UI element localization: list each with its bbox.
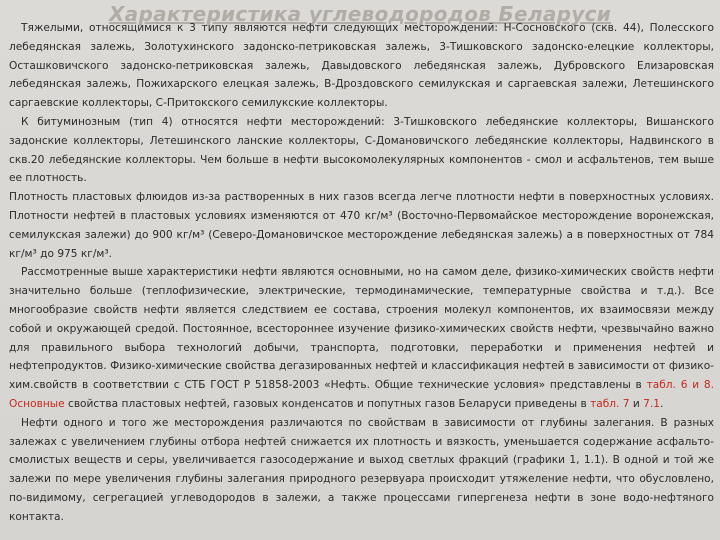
properties-text-c: свойства пластовых нефтей, газовых конденсатов и попутных газов Беларуси приведены в	[64, 397, 591, 410]
paragraph-density: Плотность пластовых флюидов из-за растворенных в них газов всегда легче плотности нефти в поверхностных условиях. Плотности нефтей в пластовых условиях изменяются от 470 кг/м³ (Восточно-Первомайское месторождение воронежская, семилукская залежи) до 900 кг/м³ (Северо-Домановичское месторождение лебедянская залежь) а в поверхностных от 784 кг/м³ до 975 кг/м³.	[9, 191, 714, 260]
slide-title: Характеристика углеводородов Беларуси	[108, 2, 612, 26]
link-table-7-1[interactable]: 7.1	[643, 397, 661, 410]
properties-text-d: и	[629, 397, 644, 410]
link-table-7[interactable]: табл. 7	[590, 397, 630, 410]
properties-text-e: .	[660, 397, 664, 410]
paragraph-depth: Нефти одного и того же месторождения различаются по свойствам в зависимости от глубины залегания. В разных залежах с увеличением глубины отбора нефтей снижается их плотность и вязкость, уменьшается содержание асфальто-смолистых веществ и серы, увеличивается газосодержание и выход светлых фракций (графики 1, 1.1). В одной и той же залежи по мере увеличения глубины залегания природного резервуара происходит утяжеление нефти, что обусловлено, по-видимому, сегрегацией углеводородов в залежи, а также процессами гипергенеза нефти в зоне водо-нефтяного контакта.	[9, 416, 714, 523]
body-text	[9, 19, 714, 527]
paragraph-properties	[9, 263, 714, 413]
properties-text-a: Рассмотренные выше характеристики нефти являются основными, но на самом деле, физико-химических свойств нефти значительно больше (теплофизические, электрические, термодинамические, температурные свойства и т.д.). Все многообразие свойств нефти является следствием ее состава, строения молекул компонентов, их взаимосвязи между собой и окружающей средой. Постоянное, всестороннее изучение физико-химических свойств нефти, чрезвычайно важно для правильного выбора технологий добычи, транспорта, подготовки, переработки и применения нефтей и нефтепродуктов. Физико-химические свойства дегазированных нефтей и классификация нефтей в зависимости от физико-хим.свойств в соответствии с СТБ ГОСТ Р 51858-2003 «Нефть. Общие технические условия» представлены в	[9, 266, 714, 392]
paragraph-heavy-oils: Тяжелыми, относящимися к 3 типу являются нефти следующих месторождений: Н-Сосновского (скв. 44), Полесского лебедянская залежь, Золотухинского задонско-петриковская залежь, 3-Тишковского задонско-елецкие коллекторы, Осташковичского задонско-петриковская залежь, Давыдовского лебедянская залежь, Дубровского Елизаровская лебедянская залежь, Пожихарского елецкая залежь, В-Дроздовского семилукская и саргаевская залежи, Летешинского саргаевские коллекторы, С-Притокского семилукские коллекторы.	[9, 22, 714, 110]
paragraph-bituminous-oils: К битуминозным (тип 4) относятся нефти месторождений: 3-Тишковского лебедянские коллекторы, Вишанского задонские коллекторы, Летешинского ланские коллекторы, С-Домановичского лебедянские коллекторы, Надвинского в скв.20 лебедянские коллекторы. Чем больше в нефти высокомолекулярных компонентов - смол и асфальтенов, тем выше ее плотность.	[9, 115, 714, 185]
link-tables-6-8[interactable]: табл. 6 и 8.	[646, 379, 715, 392]
link-main[interactable]: Основные	[9, 397, 65, 410]
